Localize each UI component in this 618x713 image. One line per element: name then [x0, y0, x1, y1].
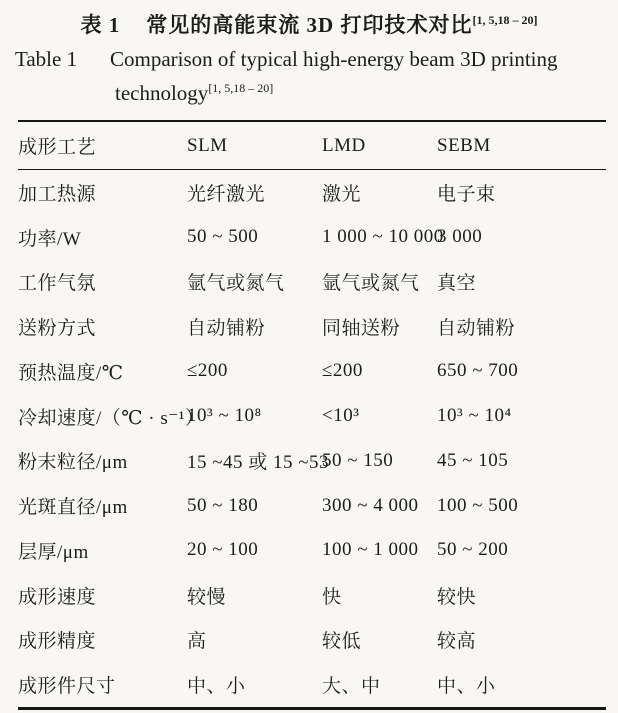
- caption-english-line1: [15, 47, 558, 72]
- table-cell: 较低: [322, 631, 362, 653]
- table-cell: 50 ~ 180: [187, 494, 259, 516]
- table-number-zh: 表 1: [80, 13, 121, 37]
- table-row: [18, 394, 606, 439]
- table-cell: 光纤激光: [187, 183, 266, 205]
- table-cell: 激光: [322, 183, 362, 205]
- column-header-sebm: SEBM: [437, 121, 606, 170]
- row-label: 加工热源: [18, 183, 97, 205]
- comparison-table: [18, 120, 606, 710]
- table-cell: 真空: [437, 273, 477, 295]
- table-row: [18, 439, 606, 484]
- citation-superscript-en: [1, 5,18 – 20]: [208, 81, 274, 95]
- row-label: 送粉方式: [18, 318, 97, 340]
- table-title-en: Comparison of typical high-energy beam 3D printing: [110, 47, 558, 71]
- table-title-zh: 常见的高能束流 3D 打印技术对比: [146, 13, 473, 37]
- table-row: [18, 662, 606, 708]
- row-label: 成形件尺寸: [18, 676, 116, 698]
- citation-superscript-zh: [1, 5,18 – 20]: [472, 13, 538, 27]
- table-cell: ≤200: [322, 360, 363, 382]
- header-row: [18, 121, 606, 170]
- table-row: [18, 170, 606, 215]
- table-cell: 650 ~ 700: [437, 360, 519, 382]
- table-cell: 100 ~ 1 000: [322, 539, 419, 561]
- table-row: [18, 215, 606, 260]
- table-cell: 50 ~ 200: [437, 539, 509, 561]
- row-label: 冷却速度/（℃ · s⁻¹）: [18, 407, 205, 429]
- table-cell: 自动铺粉: [187, 318, 266, 340]
- table-cell: 15 ~45 或 15 ~53: [187, 452, 330, 474]
- table-cell: <10³: [322, 405, 360, 427]
- table-cell: 50 ~ 150: [322, 449, 394, 471]
- table-cell: 大、中: [322, 676, 381, 698]
- table-cell: 300 ~ 4 000: [322, 494, 419, 516]
- table-row: [18, 483, 606, 528]
- table-cell: 3 000: [437, 226, 483, 248]
- table-cell: 1 000 ~ 10 000: [322, 226, 444, 248]
- row-label: 预热温度/℃: [18, 362, 124, 384]
- row-label: 成形精度: [18, 631, 97, 653]
- row-label: 成形速度: [18, 586, 97, 608]
- table-cell: 快: [322, 586, 342, 608]
- column-header-process: 成形工艺: [18, 121, 187, 170]
- table-cell: 较高: [437, 631, 477, 653]
- table-cell: 自动铺粉: [437, 318, 516, 340]
- table-cell: 较快: [437, 586, 477, 608]
- table-number-en: Table 1: [15, 47, 78, 71]
- table-cell: ≤200: [187, 360, 228, 382]
- caption-chinese: [0, 9, 618, 39]
- table-cell: 中、小: [187, 676, 246, 698]
- row-label: 粉末粒径/μm: [18, 452, 128, 474]
- table-row: [18, 573, 606, 618]
- table-cell: 20 ~ 100: [187, 539, 259, 561]
- row-label: 光斑直径/μm: [18, 497, 128, 519]
- table-cell: 同轴送粉: [322, 318, 401, 340]
- table-cell: 50 ~ 500: [187, 226, 259, 248]
- table-row: [18, 304, 606, 349]
- table-cell: 10³ ~ 10⁴: [437, 405, 512, 427]
- table-cell: 高: [187, 631, 207, 653]
- table-row: [18, 618, 606, 663]
- table-cell: 氩气或氮气: [322, 273, 420, 295]
- table-cell: 45 ~ 105: [437, 449, 509, 471]
- column-header-lmd: LMD: [322, 121, 437, 170]
- caption-english-line2: [115, 81, 273, 106]
- table-row: [18, 260, 606, 305]
- row-label: 层厚/μm: [18, 541, 89, 563]
- table-cell: 电子束: [437, 183, 496, 205]
- table-cell: 氩气或氮气: [187, 273, 285, 295]
- row-label: 工作气氛: [18, 273, 97, 295]
- row-label: 功率/W: [18, 228, 82, 250]
- column-header-slm: SLM: [187, 121, 322, 170]
- table-row: [18, 528, 606, 573]
- table-cell: 较慢: [187, 586, 227, 608]
- table-cell: 100 ~ 500: [437, 494, 519, 516]
- table-row: [18, 349, 606, 394]
- table-cell: 中、小: [437, 676, 496, 698]
- table-title-en-continued: technology: [115, 81, 209, 105]
- table-cell: 10³ ~ 10⁸: [187, 405, 262, 427]
